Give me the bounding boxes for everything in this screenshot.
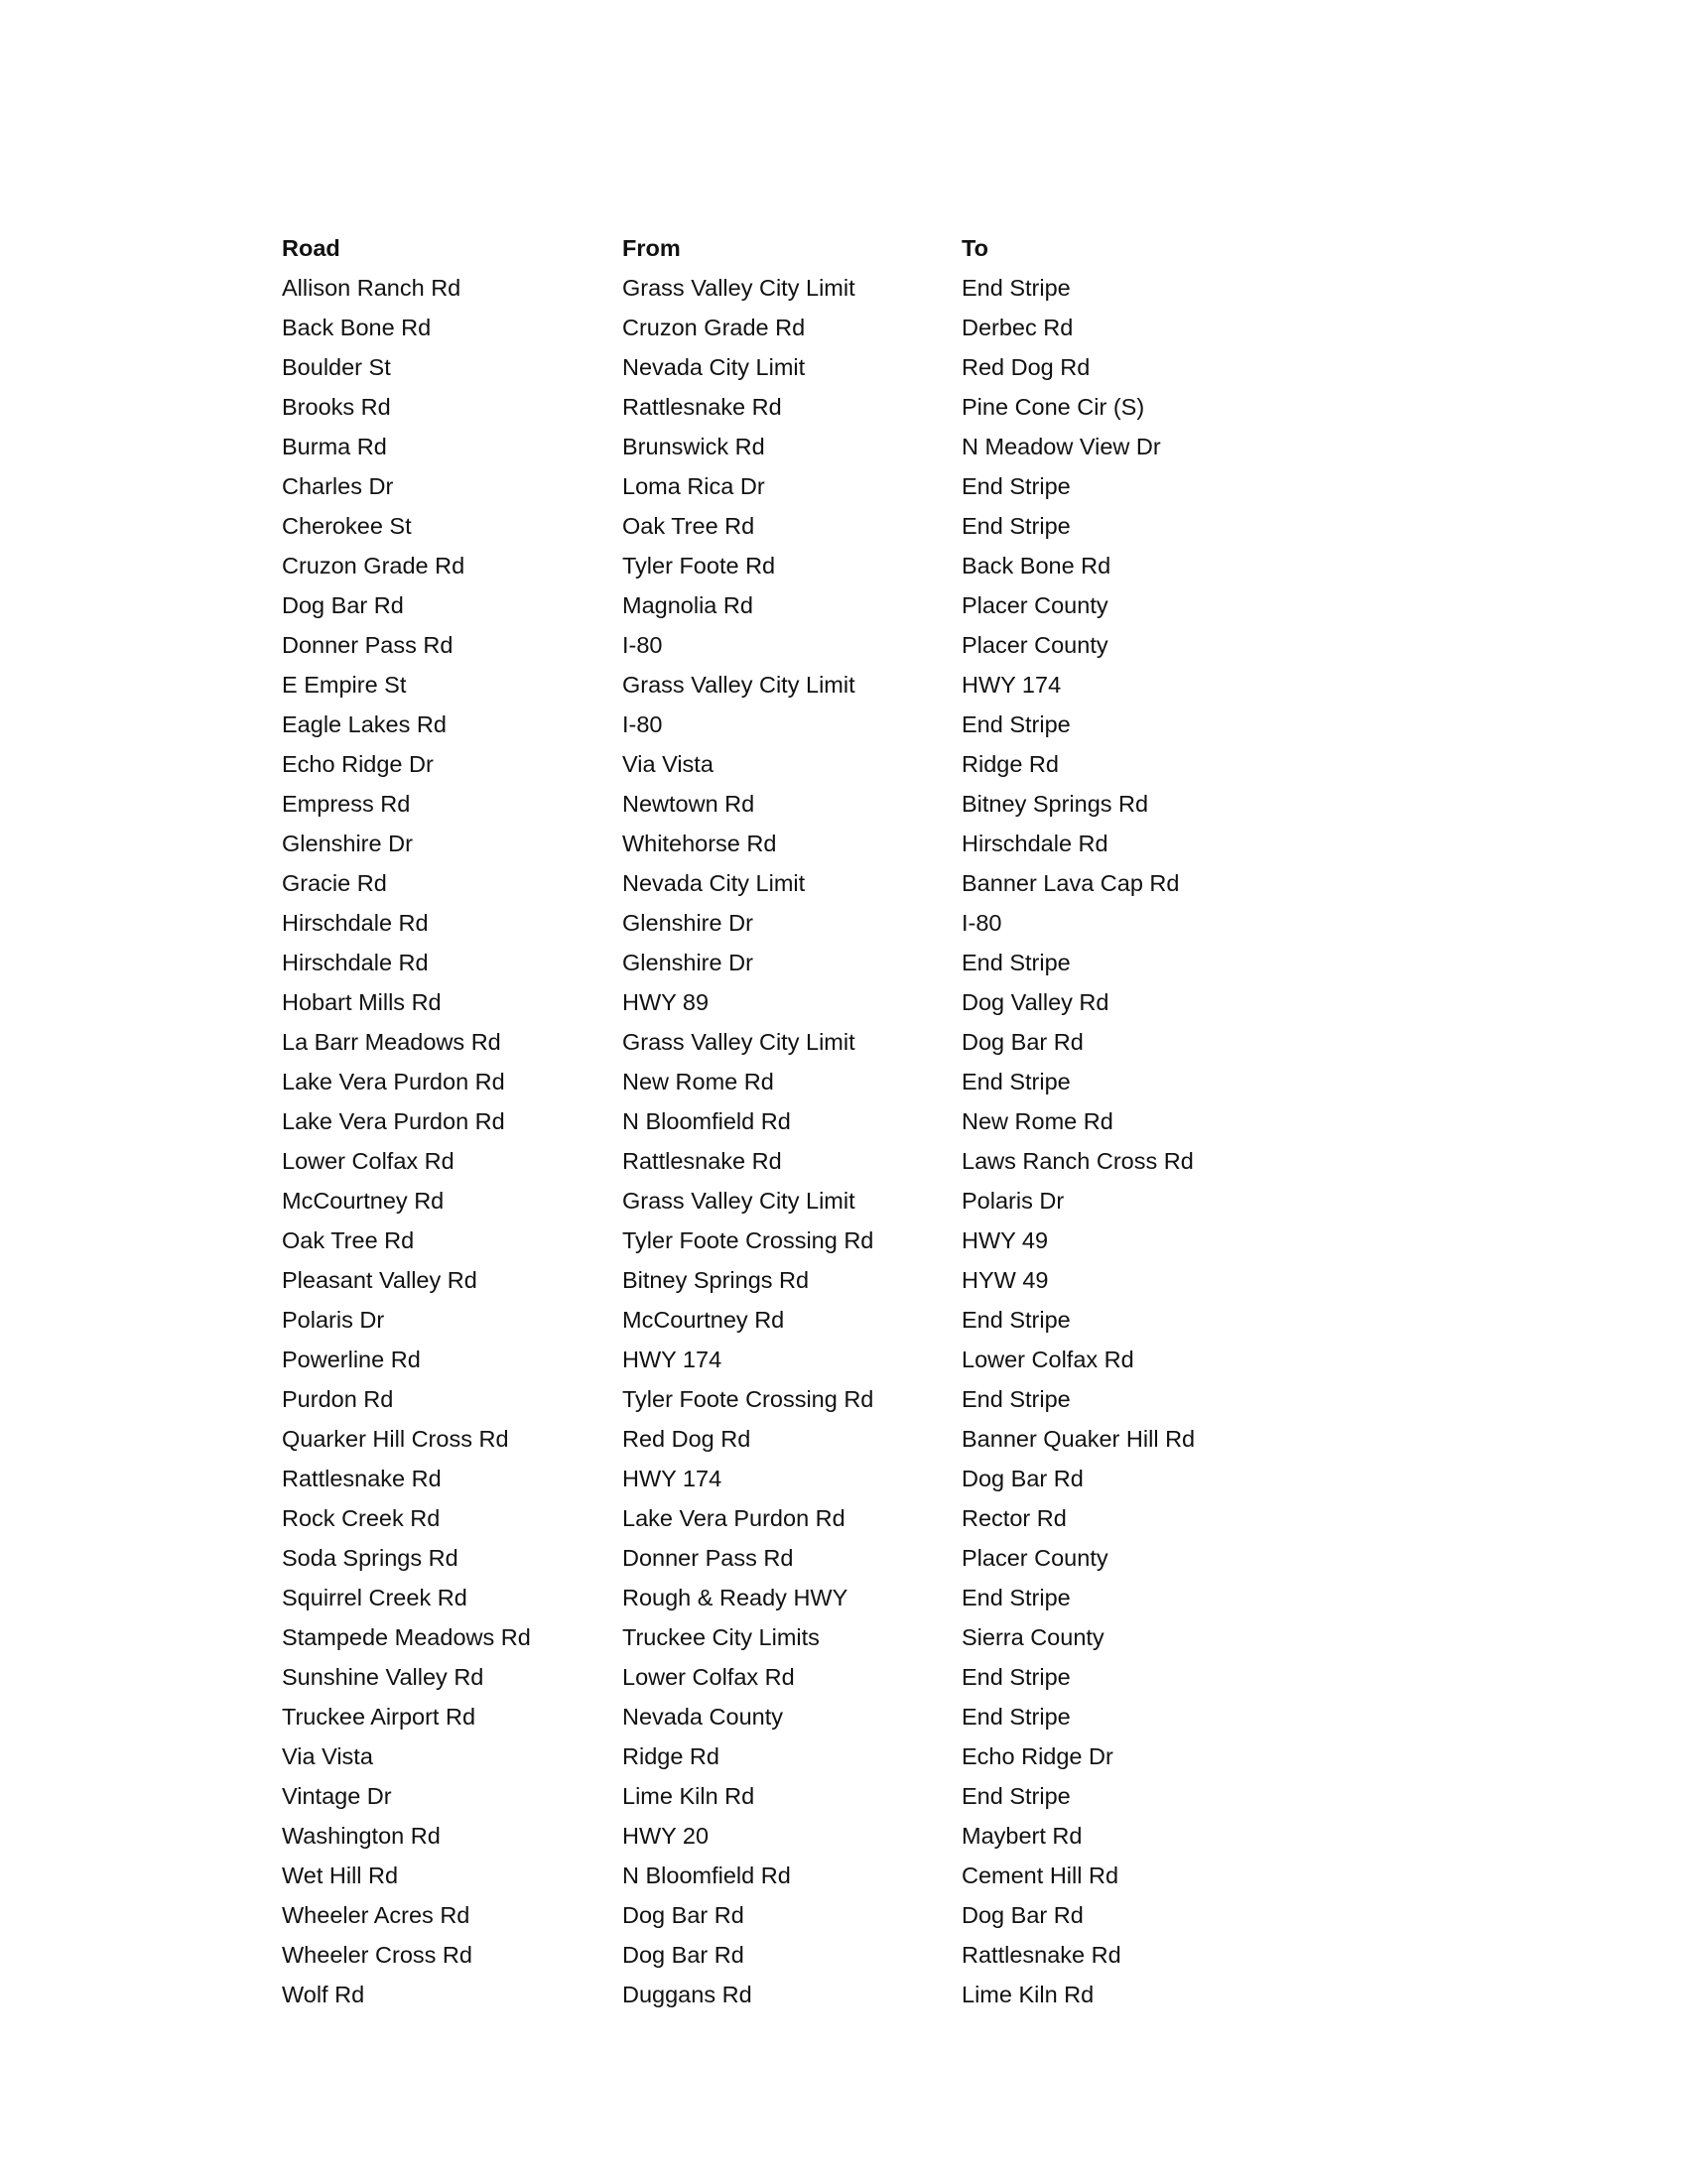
cell-road: Glenshire Dr (282, 831, 413, 856)
road-segments-table (282, 228, 1319, 2014)
header-from: From (622, 235, 681, 261)
cell-road: Polaris Dr (282, 1307, 385, 1333)
cell-from: Nevada City Limit (622, 870, 806, 896)
cell-from: Tyler Foote Rd (622, 553, 776, 578)
cell-to: Dog Bar Rd (962, 1466, 1084, 1491)
cell-road: Sunshine Valley Rd (282, 1664, 484, 1690)
cell-to: Polaris Dr (962, 1188, 1065, 1214)
cell-to: End Stripe (962, 950, 1071, 975)
cell-road: Purdon Rd (282, 1386, 394, 1412)
cell-road: Eagle Lakes Rd (282, 711, 447, 737)
cell-road: Vintage Dr (282, 1783, 392, 1809)
cell-to: Back Bone Rd (962, 553, 1111, 578)
table-row (282, 1697, 1319, 1736)
table-row (282, 744, 1319, 784)
cell-to: Placer County (962, 1545, 1108, 1571)
cell-from: Tyler Foote Crossing Rd (622, 1386, 874, 1412)
cell-road: McCourtney Rd (282, 1188, 445, 1214)
table-row (282, 705, 1319, 744)
cell-road: Back Bone Rd (282, 315, 432, 340)
cell-road: Charles Dr (282, 473, 394, 499)
table-row (282, 1340, 1319, 1379)
cell-road: Cherokee St (282, 513, 412, 539)
cell-road: Brooks Rd (282, 394, 391, 420)
table-row (282, 1062, 1319, 1101)
cell-road: Soda Springs Rd (282, 1545, 458, 1571)
table-row (282, 943, 1319, 982)
cell-from: Rough & Ready HWY (622, 1585, 848, 1610)
cell-from: Dog Bar Rd (622, 1902, 744, 1928)
cell-to: End Stripe (962, 1664, 1071, 1690)
cell-road: Wheeler Cross Rd (282, 1942, 472, 1968)
cell-to: Pine Cone Cir (S) (962, 394, 1145, 420)
table-row (282, 506, 1319, 546)
table-row (282, 1816, 1319, 1856)
table-row (282, 585, 1319, 625)
cell-road: Squirrel Creek Rd (282, 1585, 467, 1610)
table-row (282, 625, 1319, 665)
table-row (282, 1856, 1319, 1895)
table-row (282, 546, 1319, 585)
cell-road: Oak Tree Rd (282, 1227, 415, 1253)
cell-from: Tyler Foote Crossing Rd (622, 1227, 874, 1253)
table-row (282, 1300, 1319, 1340)
cell-road: Empress Rd (282, 791, 411, 817)
cell-from: Brunswick Rd (622, 434, 765, 459)
cell-from: Red Dog Rd (622, 1426, 751, 1452)
cell-road: Boulder St (282, 354, 391, 380)
cell-from: Ridge Rd (622, 1743, 719, 1769)
cell-to: Cement Hill Rd (962, 1863, 1119, 1888)
cell-to: Banner Quaker Hill Rd (962, 1426, 1196, 1452)
cell-to: End Stripe (962, 1386, 1071, 1412)
table-row (282, 1022, 1319, 1062)
cell-to: Rector Rd (962, 1505, 1067, 1531)
cell-to: Lower Colfax Rd (962, 1347, 1134, 1372)
cell-to: HYW 49 (962, 1267, 1049, 1293)
cell-to: Derbec Rd (962, 315, 1074, 340)
cell-from: Via Vista (622, 751, 714, 777)
table-row (282, 1459, 1319, 1498)
cell-to: Dog Valley Rd (962, 989, 1109, 1015)
cell-to: Red Dog Rd (962, 354, 1091, 380)
cell-to: End Stripe (962, 1783, 1071, 1809)
cell-road: Burma Rd (282, 434, 387, 459)
cell-to: Echo Ridge Dr (962, 1743, 1113, 1769)
cell-road: Stampede Meadows Rd (282, 1624, 531, 1650)
cell-road: Wolf Rd (282, 1982, 365, 2007)
cell-road: Lake Vera Purdon Rd (282, 1108, 505, 1134)
table-row (282, 824, 1319, 863)
cell-from: Loma Rica Dr (622, 473, 765, 499)
table-header-row (282, 228, 1319, 268)
cell-to: End Stripe (962, 275, 1071, 301)
header-road: Road (282, 235, 340, 261)
cell-road: E Empire St (282, 672, 407, 698)
cell-road: Truckee Airport Rd (282, 1704, 476, 1730)
cell-road: Dog Bar Rd (282, 592, 404, 618)
cell-from: I-80 (622, 632, 663, 658)
table-row (282, 863, 1319, 903)
table-row (282, 1617, 1319, 1657)
cell-to: N Meadow View Dr (962, 434, 1161, 459)
cell-from: Glenshire Dr (622, 950, 753, 975)
cell-road: Cruzon Grade Rd (282, 553, 465, 578)
cell-road: Rock Creek Rd (282, 1505, 441, 1531)
table-row (282, 784, 1319, 824)
cell-road: Wheeler Acres Rd (282, 1902, 470, 1928)
cell-to: End Stripe (962, 711, 1071, 737)
cell-road: Powerline Rd (282, 1347, 421, 1372)
cell-to: Lime Kiln Rd (962, 1982, 1095, 2007)
cell-to: New Rome Rd (962, 1108, 1113, 1134)
table-row (282, 1181, 1319, 1220)
cell-from: Donner Pass Rd (622, 1545, 794, 1571)
cell-from: HWY 174 (622, 1347, 722, 1372)
table-row (282, 1935, 1319, 1975)
cell-to: Maybert Rd (962, 1823, 1083, 1849)
cell-to: End Stripe (962, 1307, 1071, 1333)
table-row (282, 1101, 1319, 1141)
cell-to: Placer County (962, 632, 1108, 658)
cell-road: Washington Rd (282, 1823, 441, 1849)
cell-road: Pleasant Valley Rd (282, 1267, 477, 1293)
header-to: To (962, 235, 988, 261)
cell-to: End Stripe (962, 513, 1071, 539)
table-row (282, 1141, 1319, 1181)
cell-from: HWY 89 (622, 989, 710, 1015)
cell-from: Lime Kiln Rd (622, 1783, 755, 1809)
cell-to: HWY 174 (962, 672, 1062, 698)
table-row (282, 1220, 1319, 1260)
table-row (282, 1776, 1319, 1816)
cell-from: HWY 174 (622, 1466, 722, 1491)
cell-from: Grass Valley City Limit (622, 1188, 855, 1214)
table-row (282, 903, 1319, 943)
cell-to: End Stripe (962, 1069, 1071, 1094)
table-row (282, 268, 1319, 308)
table-row (282, 1538, 1319, 1578)
cell-to: Hirschdale Rd (962, 831, 1108, 856)
cell-road: Hobart Mills Rd (282, 989, 442, 1015)
cell-road: Hirschdale Rd (282, 950, 429, 975)
cell-from: Bitney Springs Rd (622, 1267, 810, 1293)
cell-from: Cruzon Grade Rd (622, 315, 806, 340)
table-row (282, 1895, 1319, 1935)
cell-road: Via Vista (282, 1743, 373, 1769)
cell-from: Nevada City Limit (622, 354, 806, 380)
cell-road: Donner Pass Rd (282, 632, 454, 658)
table-row (282, 387, 1319, 427)
cell-to: I-80 (962, 910, 1002, 936)
table-row (282, 665, 1319, 705)
table-row (282, 347, 1319, 387)
table-row (282, 1975, 1319, 2014)
cell-from: N Bloomfield Rd (622, 1863, 791, 1888)
cell-road: Lake Vera Purdon Rd (282, 1069, 505, 1094)
table-row (282, 1736, 1319, 1776)
cell-road: Quarker Hill Cross Rd (282, 1426, 509, 1452)
table-row (282, 1379, 1319, 1419)
cell-to: Laws Ranch Cross Rd (962, 1148, 1194, 1174)
cell-from: Dog Bar Rd (622, 1942, 744, 1968)
cell-from: Oak Tree Rd (622, 513, 755, 539)
cell-to: Placer County (962, 592, 1108, 618)
cell-to: End Stripe (962, 473, 1071, 499)
cell-from: Whitehorse Rd (622, 831, 777, 856)
cell-road: Gracie Rd (282, 870, 387, 896)
cell-road: Wet Hill Rd (282, 1863, 399, 1888)
cell-from: Nevada County (622, 1704, 783, 1730)
cell-from: Rattlesnake Rd (622, 1148, 782, 1174)
cell-to: Rattlesnake Rd (962, 1942, 1121, 1968)
cell-road: Allison Ranch Rd (282, 275, 461, 301)
cell-to: End Stripe (962, 1704, 1071, 1730)
cell-from: Glenshire Dr (622, 910, 753, 936)
cell-road: Lower Colfax Rd (282, 1148, 454, 1174)
table-row (282, 427, 1319, 466)
table-row (282, 1578, 1319, 1617)
cell-from: Truckee City Limits (622, 1624, 820, 1650)
cell-from: I-80 (622, 711, 663, 737)
cell-to: Ridge Rd (962, 751, 1059, 777)
cell-to: End Stripe (962, 1585, 1071, 1610)
cell-from: Grass Valley City Limit (622, 672, 855, 698)
cell-from: McCourtney Rd (622, 1307, 785, 1333)
cell-from: New Rome Rd (622, 1069, 774, 1094)
cell-road: Echo Ridge Dr (282, 751, 434, 777)
cell-road: Rattlesnake Rd (282, 1466, 442, 1491)
table-row (282, 1498, 1319, 1538)
cell-from: Grass Valley City Limit (622, 275, 855, 301)
table-row (282, 1657, 1319, 1697)
cell-road: Hirschdale Rd (282, 910, 429, 936)
table-row (282, 1260, 1319, 1300)
cell-to: Bitney Springs Rd (962, 791, 1149, 817)
cell-from: Duggans Rd (622, 1982, 752, 2007)
cell-from: Newtown Rd (622, 791, 755, 817)
table-row (282, 308, 1319, 347)
cell-from: Magnolia Rd (622, 592, 753, 618)
cell-from: HWY 20 (622, 1823, 710, 1849)
cell-to: Banner Lava Cap Rd (962, 870, 1180, 896)
cell-to: Dog Bar Rd (962, 1902, 1084, 1928)
cell-road: La Barr Meadows Rd (282, 1029, 501, 1055)
cell-to: Sierra County (962, 1624, 1104, 1650)
table-row (282, 1419, 1319, 1459)
cell-from: N Bloomfield Rd (622, 1108, 791, 1134)
cell-to: HWY 49 (962, 1227, 1049, 1253)
table-row (282, 466, 1319, 506)
table-row (282, 982, 1319, 1022)
cell-to: Dog Bar Rd (962, 1029, 1084, 1055)
cell-from: Rattlesnake Rd (622, 394, 782, 420)
cell-from: Lower Colfax Rd (622, 1664, 795, 1690)
cell-from: Grass Valley City Limit (622, 1029, 855, 1055)
cell-from: Lake Vera Purdon Rd (622, 1505, 845, 1531)
